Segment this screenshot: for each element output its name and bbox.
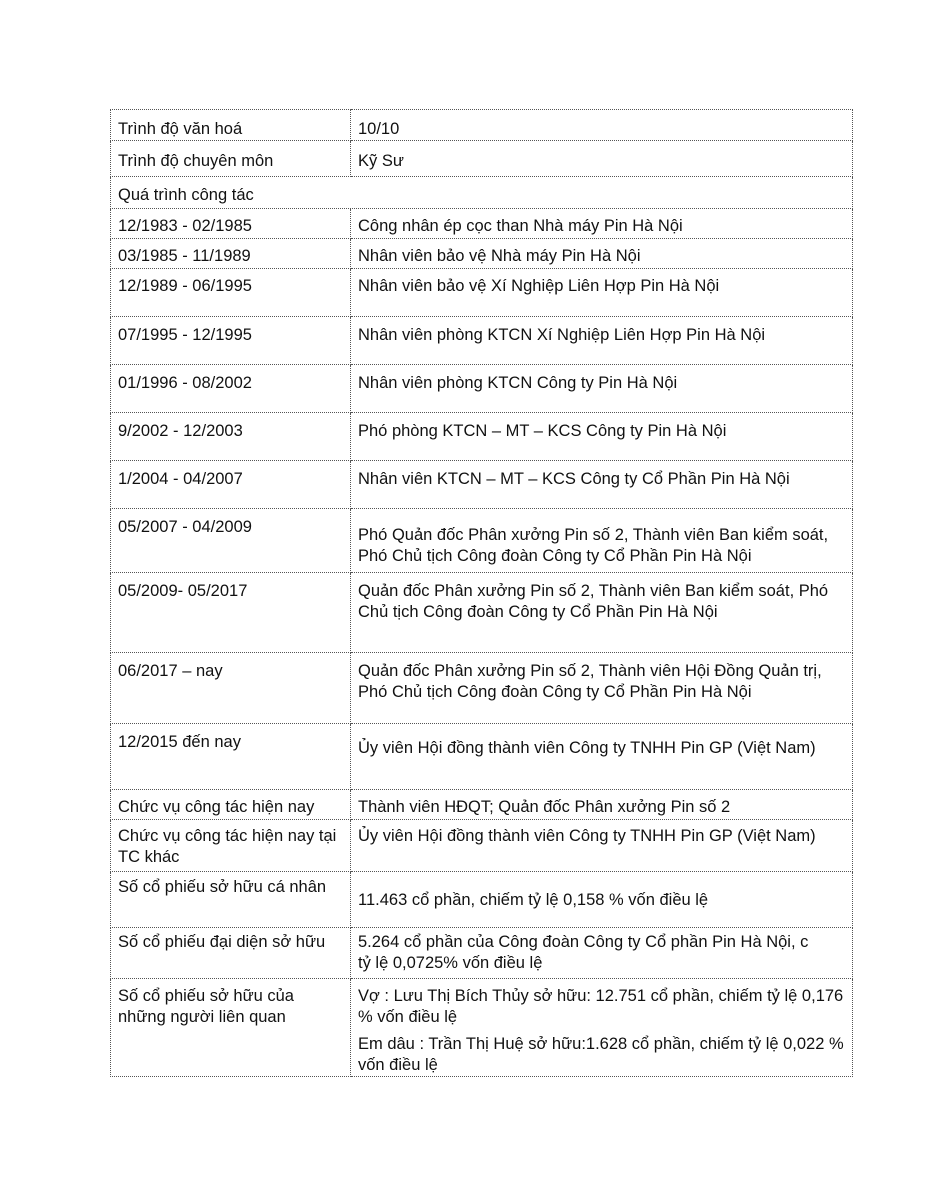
row-label: 9/2002 - 12/2003: [111, 413, 351, 461]
table-row: [111, 820, 853, 872]
row-value: [351, 928, 853, 979]
table-row: [111, 141, 853, 177]
row-label: 03/1985 - 11/1989: [111, 239, 351, 269]
row-label: Số cổ phiếu đại diện sở hữu: [111, 928, 351, 979]
row-value: Thành viên HĐQT; Quản đốc Phân xưởng Pin số 2: [351, 790, 853, 820]
table-row: [111, 209, 853, 239]
row-label: Chức vụ công tác hiện nay: [111, 790, 351, 820]
row-value: 11.463 cổ phần, chiếm tỷ lệ 0,158 % vốn điều lệ: [351, 872, 853, 928]
row-label: Số cổ phiếu sở hữu cá nhân: [111, 872, 351, 928]
row-value: Phó phòng KTCN – MT – KCS Công ty Pin Hà Nội: [351, 413, 853, 461]
table-row: [111, 724, 853, 790]
row-value: Ủy viên Hội đồng thành viên Công ty TNHH Pin GP (Việt Nam): [351, 724, 853, 790]
table-row: [111, 110, 853, 141]
row-label: 05/2007 - 04/2009: [111, 509, 351, 573]
table-row: [111, 509, 853, 573]
row-value: Quản đốc Phân xưởng Pin số 2, Thành viên Ban kiểm soát, Phó Chủ tịch Công đoàn Công ty Cổ Phần Pin Hà Nội: [351, 573, 853, 653]
row-value: Ủy viên Hội đồng thành viên Công ty TNHH Pin GP (Việt Nam): [351, 820, 853, 872]
row-value-line: Em dâu : Trần Thị Huệ sở hữu:1.628 cổ phần, chiếm tỷ lệ 0,022 % vốn điều lệ: [358, 1035, 844, 1074]
row-label: 06/2017 – nay: [111, 653, 351, 724]
row-label: 12/1989 - 06/1995: [111, 269, 351, 317]
row-label: 05/2009- 05/2017: [111, 573, 351, 653]
row-label: Số cổ phiếu sở hữu của những người liên quan: [111, 979, 351, 1077]
row-value: Nhân viên bảo vệ Xí Nghiệp Liên Hợp Pin Hà Nội: [351, 269, 853, 317]
table-row: [111, 928, 853, 979]
profile-table: [110, 109, 853, 1077]
row-label: 1/2004 - 04/2007: [111, 461, 351, 509]
table-row: [111, 653, 853, 724]
table-row: [111, 573, 853, 653]
row-value: Nhân viên phòng KTCN Công ty Pin Hà Nội: [351, 365, 853, 413]
row-value-line: 5.264 cổ phần của Công đoàn Công ty Cổ phần Pin Hà Nội, c: [358, 933, 809, 951]
row-value: Nhân viên KTCN – MT – KCS Công ty Cổ Phần Pin Hà Nội: [351, 461, 853, 509]
row-value: Công nhân ép cọc than Nhà máy Pin Hà Nội: [351, 209, 853, 239]
table-row: [111, 979, 853, 1077]
row-value: Phó Quản đốc Phân xưởng Pin số 2, Thành viên Ban kiểm soát, Phó Chủ tịch Công đoàn Công ty Cổ Phần Pin Hà Nội: [351, 509, 853, 573]
table-row: [111, 790, 853, 820]
row-label: 01/1996 - 08/2002: [111, 365, 351, 413]
row-value: 10/10: [351, 110, 853, 141]
row-value: [351, 979, 853, 1077]
row-label: 07/1995 - 12/1995: [111, 317, 351, 365]
row-value: Nhân viên bảo vệ Nhà máy Pin Hà Nội: [351, 239, 853, 269]
section-heading: Quá trình công tác: [111, 177, 853, 209]
table-row: [111, 269, 853, 317]
row-label: 12/1983 - 02/1985: [111, 209, 351, 239]
table-row: [111, 317, 853, 365]
table-row: [111, 461, 853, 509]
row-value: Nhân viên phòng KTCN Xí Nghiệp Liên Hợp Pin Hà Nội: [351, 317, 853, 365]
row-label: Chức vụ công tác hiện nay tại TC khác: [111, 820, 351, 872]
row-label: Trình độ chuyên môn: [111, 141, 351, 177]
table-row: [111, 872, 853, 928]
table-row: [111, 365, 853, 413]
row-label: Trình độ văn hoá: [111, 110, 351, 141]
info-sheet: [110, 109, 851, 1077]
row-label: 12/2015 đến nay: [111, 724, 351, 790]
row-value: Kỹ Sư: [351, 141, 853, 177]
row-value-line: tỷ lệ 0,0725% vốn điều lệ: [358, 954, 543, 972]
row-value-line: Vợ : Lưu Thị Bích Thủy sở hữu: 12.751 cổ phần, chiếm tỷ lệ 0,176 % vốn điều lệ: [358, 987, 844, 1026]
section-row: [111, 177, 853, 209]
table-row: [111, 413, 853, 461]
row-value: Quản đốc Phân xưởng Pin số 2, Thành viên Hội Đồng Quản trị, Phó Chủ tịch Công đoàn Công ty Cổ Phần Pin Hà Nội: [351, 653, 853, 724]
table-row: [111, 239, 853, 269]
